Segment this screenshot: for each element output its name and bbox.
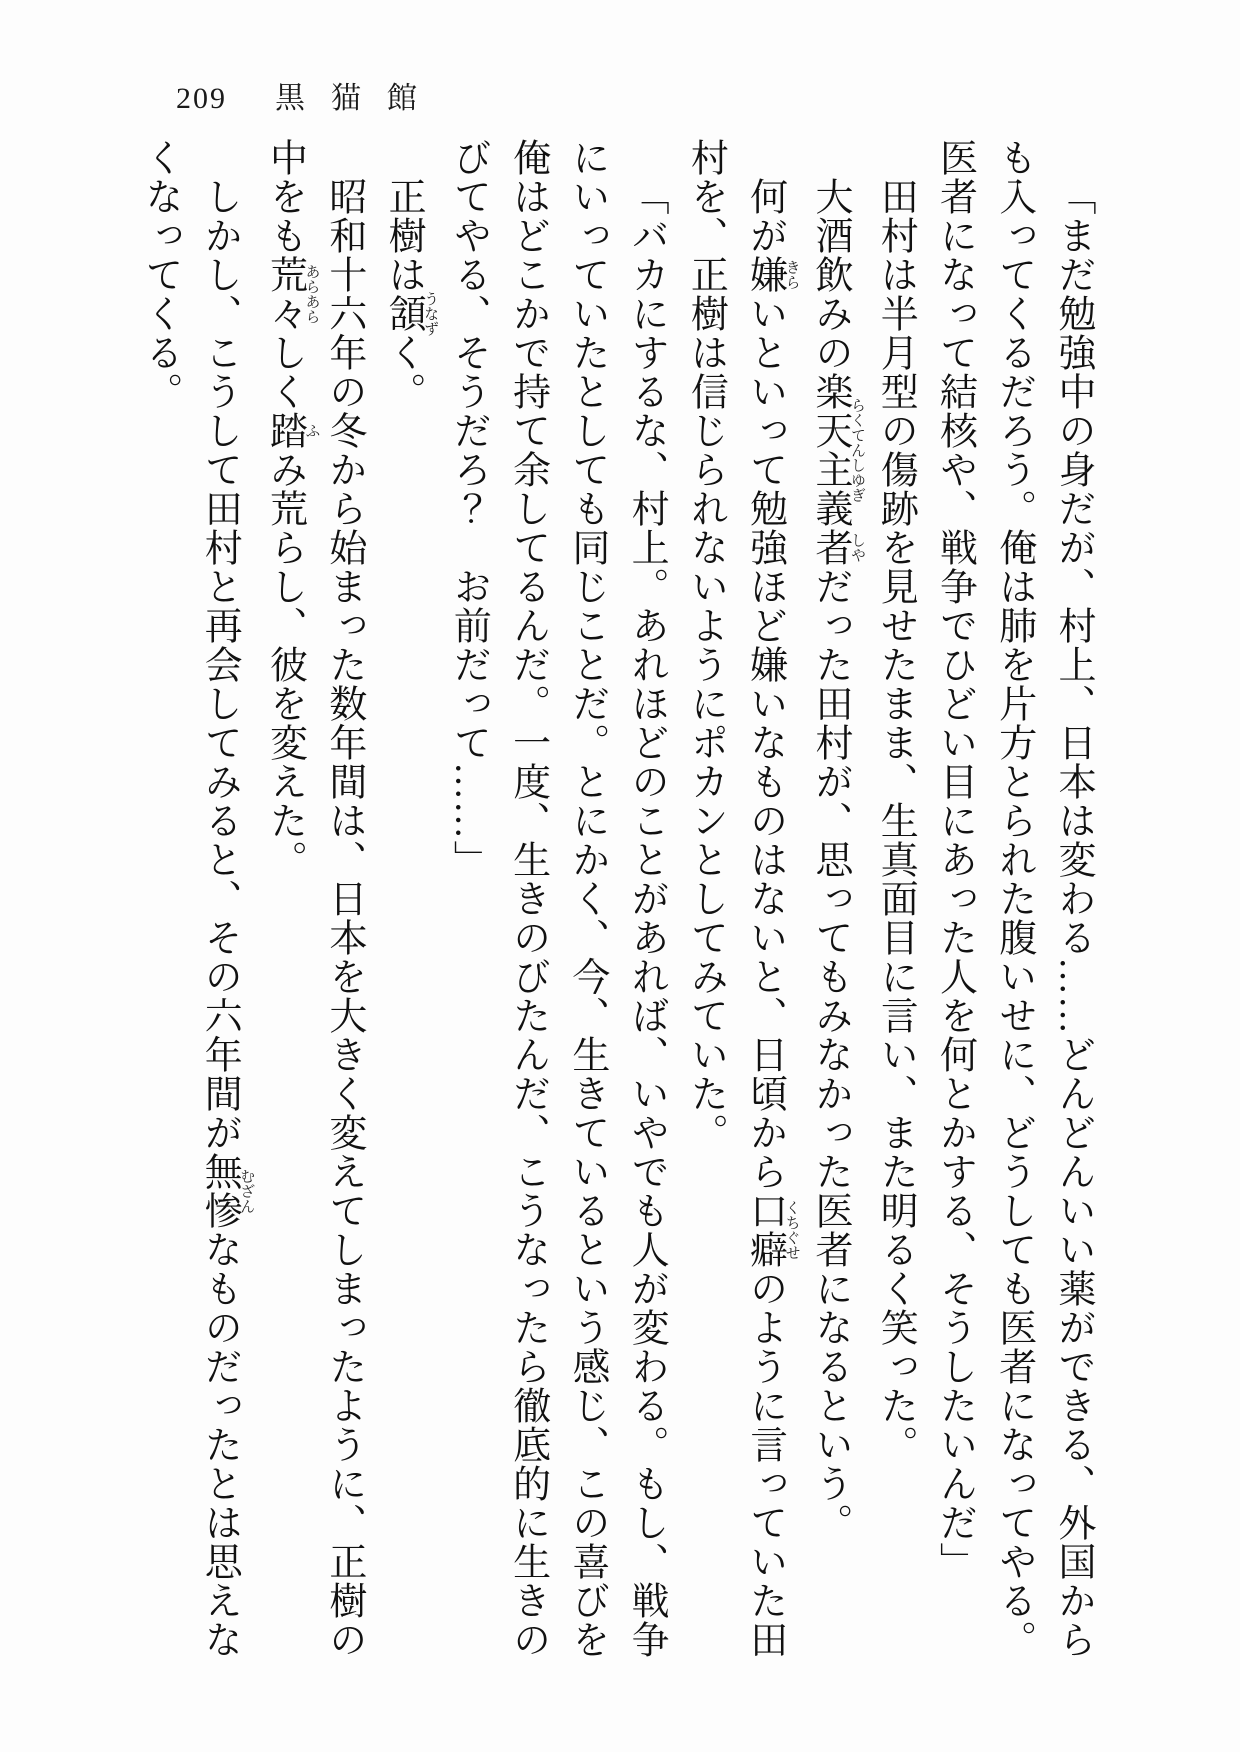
body-text [130, 138, 1102, 1686]
paragraph: 田村は半月型の傷跡を見せたまま、生真面目に言い、また明るく笑った。 [874, 177, 917, 1464]
furigana-ruby: 無惨むざん [198, 1152, 255, 1230]
furigana-ruby: 頷うなず [382, 291, 439, 336]
furigana-ruby: 楽天主義らくてんしゆぎ [808, 372, 865, 528]
paragraph: しかし、こうして田村と再会してみると、その六年間が無惨むざんなものだったとは思えなくなってくる。 [139, 138, 255, 1659]
furigana-ruby: 踏ふ [263, 411, 320, 450]
furigana-ruby: 荒々あらあら [263, 255, 320, 333]
paragraph: 大酒飲みの楽天主義らくてんしゆぎ者しやだった田村が、思ってもみなかった医者になるという。 [808, 177, 865, 1542]
paragraph: 何が嫌きらいといって勉強ほど嫌いなものはないと、日頃から口癖くちぐせのように言っていた田村を、正樹は信じられないようにポカンとしてみていた。 [684, 138, 800, 1659]
page-number: 209 [176, 82, 227, 115]
running-head [176, 84, 443, 114]
paragraph: 昭和十六年の冬から始まった数年間は、日本を大きく変えてしまったように、正樹の中をも荒々あらあらしく踏ふみ荒らし、彼を変えた。 [263, 138, 365, 1659]
furigana-ruby: 嫌きら [743, 255, 800, 294]
paragraph: 「バカにするな、村上。あれほどのことがあれば、いやでも人が変わる。もし、戦争にいっていたとしても同じことだ。とにかく、今、生きているという感じ、この喜びを俺はどこかで持て余してるんだ。一度、生きのびたんだ、こうなったら徹底的に生きのびてやる、そうだろ？ お前だって……」 [447, 138, 668, 1659]
furigana-ruby: 口癖くちぐせ [743, 1191, 800, 1269]
furigana-ruby: 者しや [808, 528, 865, 567]
paragraph: 「まだ勉強中の身だが、村上、日本は変わる……どんどんいい薬ができる、外国からも入ってくるだろう。俺は肺を片方とられた腹いせに、どうしても医者になってやる。医者になって結核や、戦争でひどい目にあった人を何とかする、そうしたいんだ」 [933, 138, 1094, 1659]
paragraph: 正樹は頷うなずく。 [382, 177, 439, 411]
book-title: 黒猫館 [275, 82, 443, 115]
